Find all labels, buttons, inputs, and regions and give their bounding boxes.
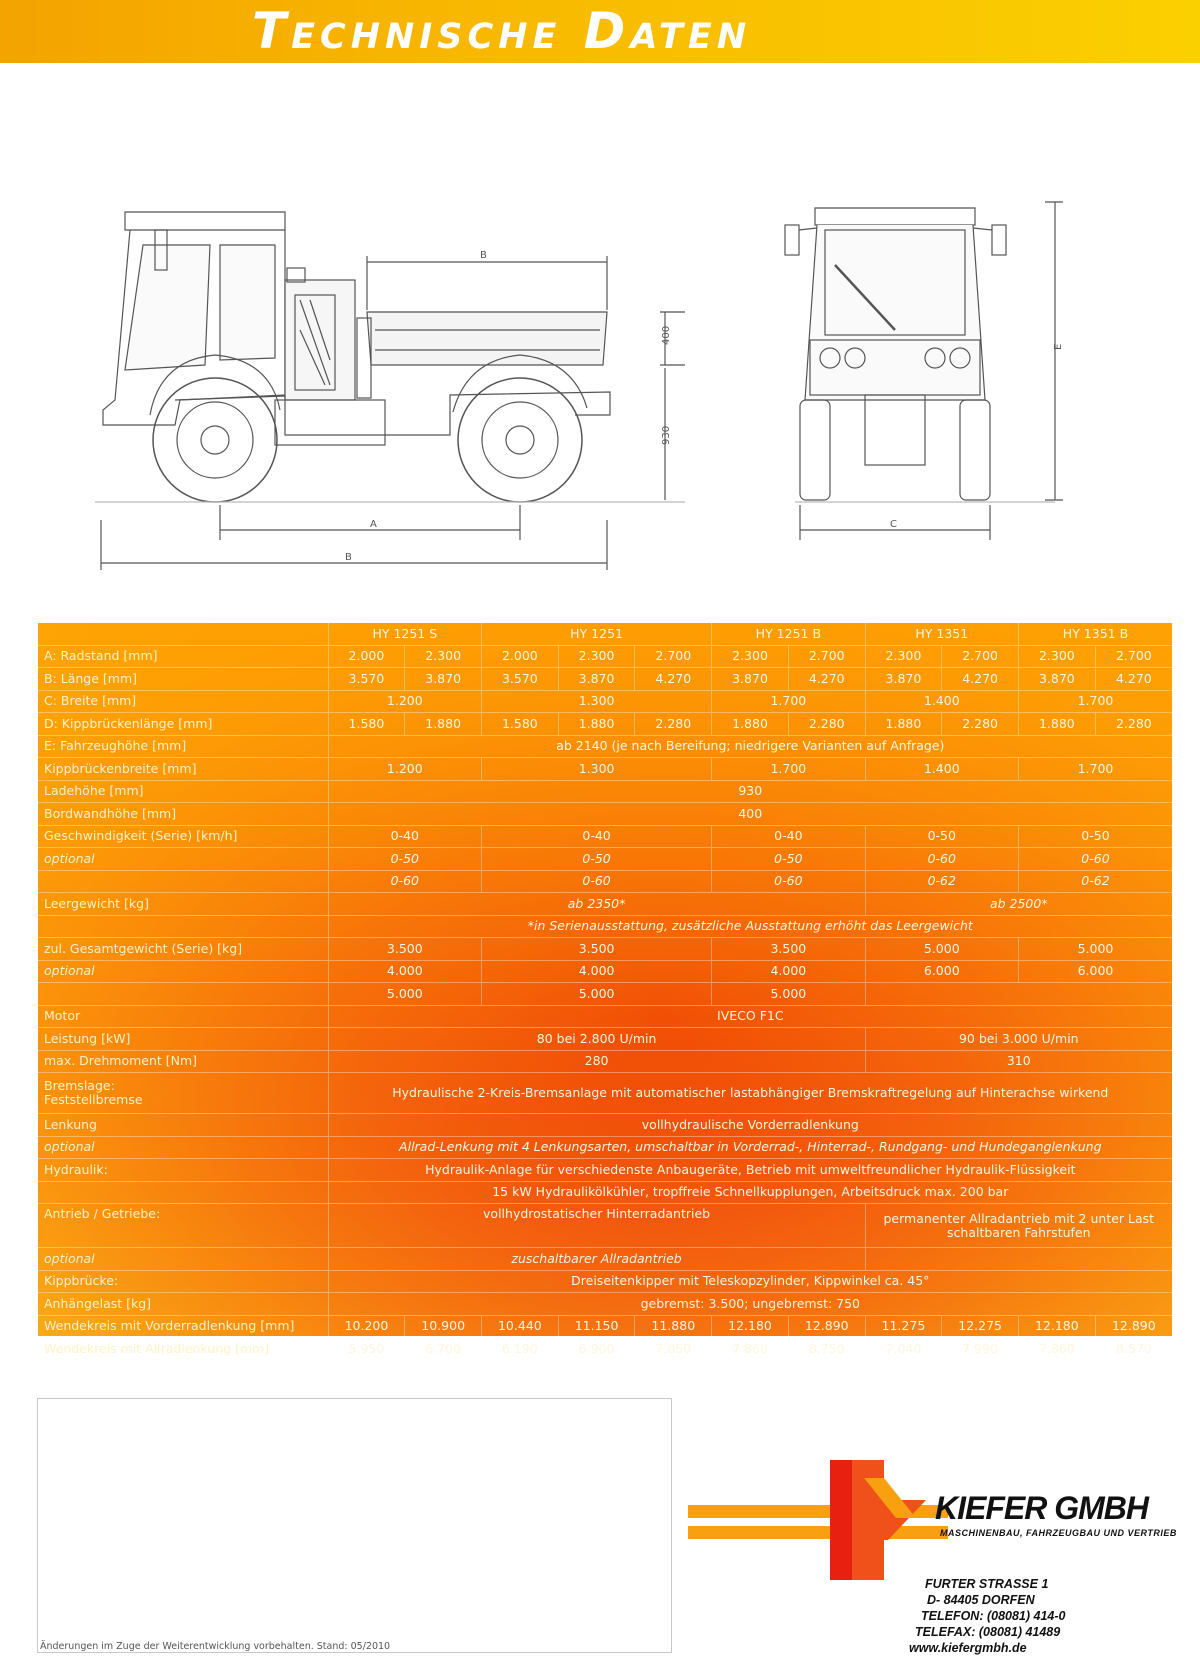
dim-b-bottom: B — [345, 552, 352, 563]
dealer-stamp-box — [37, 1398, 672, 1653]
row-label: Ladehöhe [mm] — [38, 780, 328, 803]
spec-table — [38, 623, 1172, 1360]
cell: 4.000 — [712, 960, 865, 983]
cell: 1.880 — [712, 713, 789, 736]
cell: 6.700 — [405, 1338, 482, 1360]
row-label: Geschwindigkeit (Serie) [km/h] — [38, 825, 328, 848]
cell: 0-62 — [1018, 870, 1172, 893]
footer-note: Änderungen im Zuge der Weiterentwicklung vorbehalten. Stand: 05/2010 — [40, 1641, 391, 1652]
cell: 80 bei 2.800 U/min — [328, 1028, 865, 1051]
dim-a: A — [370, 519, 377, 530]
row-label: Wendekreis mit Allradlenkung [mm] — [38, 1338, 328, 1360]
logo-stripe-bottom — [688, 1526, 948, 1539]
cell: 2.300 — [865, 645, 942, 668]
model-hy1251: HY 1251 — [482, 623, 712, 645]
cell: 0-40 — [328, 825, 481, 848]
cell: 2.700 — [1095, 645, 1172, 668]
row-label: Antrieb / Getriebe: — [38, 1204, 328, 1248]
row-label: Leergewicht [kg] — [38, 893, 328, 916]
cell: 0-62 — [865, 870, 1018, 893]
cell: vollhydrostatischer Hinterradantrieb — [328, 1204, 865, 1248]
cell: 3.570 — [482, 668, 559, 691]
cell: 3.870 — [865, 668, 942, 691]
header-banner — [0, 0, 1200, 63]
address-web[interactable]: www.kiefergmbh.de — [909, 1641, 1027, 1655]
cell: 1.880 — [405, 713, 482, 736]
row-gesamtgewicht-optional-2 — [38, 983, 1172, 1006]
row-label: zul. Gesamtgewicht (Serie) [kg] — [38, 938, 328, 961]
cell: 4.270 — [942, 668, 1019, 691]
row-label: Leistung [kW] — [38, 1028, 328, 1051]
cell: 5.950 — [328, 1338, 405, 1360]
row-label: Lenkung — [38, 1114, 328, 1137]
cell: Hydraulische 2-Kreis-Bremsanlage mit automatischer lastabhängiger Bremskraftregelung auf Hinterachse wirkend — [328, 1073, 1172, 1114]
cell: 2.300 — [558, 645, 635, 668]
cell: 4.000 — [328, 960, 481, 983]
row-hydraulik-2 — [38, 1181, 1172, 1204]
cell: 2.280 — [1095, 713, 1172, 736]
cell: 2.000 — [482, 645, 559, 668]
cell: 3.500 — [482, 938, 712, 961]
cell: 1.300 — [482, 690, 712, 713]
row-label: optional — [38, 848, 328, 871]
cell: 3.500 — [712, 938, 865, 961]
cell: 7.850 — [635, 1338, 712, 1360]
row-label: Motor — [38, 1005, 328, 1028]
cell: 2.280 — [788, 713, 865, 736]
row-ladehoehe — [38, 780, 1172, 803]
model-hy1251b: HY 1251 B — [712, 623, 865, 645]
cell: 2.700 — [788, 645, 865, 668]
cell: 5.000 — [482, 983, 712, 1006]
row-label: C: Breite [mm] — [38, 690, 328, 713]
row-antrieb — [38, 1204, 1172, 1248]
cell: gebremst: 3.500; ungebremst: 750 — [328, 1293, 1172, 1316]
cell: 7.040 — [865, 1338, 942, 1360]
cell: 8.570 — [1095, 1338, 1172, 1360]
cell: 12.275 — [942, 1315, 1019, 1338]
cell: 12.180 — [712, 1315, 789, 1338]
row-lenkung — [38, 1114, 1172, 1137]
cell: 8.750 — [788, 1338, 865, 1360]
row-antrieb-optional — [38, 1248, 1172, 1271]
cell: 400 — [328, 803, 1172, 826]
cell: 1.580 — [328, 713, 405, 736]
cell: ab 2140 (je nach Bereifung; niedrigere Varianten auf Anfrage) — [328, 735, 1172, 758]
spec-table-panel — [38, 623, 1172, 1356]
cell: 10.900 — [405, 1315, 482, 1338]
cell: 1.880 — [558, 713, 635, 736]
cell: 4.000 — [482, 960, 712, 983]
cell: 2.700 — [942, 645, 1019, 668]
cell: 4.270 — [788, 668, 865, 691]
cell: 6.000 — [1018, 960, 1172, 983]
row-label: optional — [38, 1136, 328, 1159]
cell: 1.700 — [712, 690, 865, 713]
side-view-drawing — [95, 212, 685, 570]
row-bremsanlage — [38, 1073, 1172, 1114]
row-label: Kippbrücke: — [38, 1270, 328, 1293]
row-label: max. Drehmoment [Nm] — [38, 1050, 328, 1073]
cell: Hydraulik-Anlage für verschiedenste Anbaugeräte, Betrieb mit umweltfreundlicher Hydraulik-Flüssigkeit — [328, 1159, 1172, 1182]
cell: 0-50 — [712, 848, 865, 871]
cell: 3.500 — [328, 938, 481, 961]
cell: 1.200 — [328, 758, 481, 781]
row-breite — [38, 690, 1172, 713]
cell: 10.200 — [328, 1315, 405, 1338]
row-lenkung-optional — [38, 1136, 1172, 1159]
cell: 3.870 — [405, 668, 482, 691]
row-geschwindigkeit-optional-2 — [38, 870, 1172, 893]
row-label: A: Radstand [mm] — [38, 645, 328, 668]
company-name: KIEFER GMBH — [935, 1490, 1148, 1526]
cell: 3.870 — [558, 668, 635, 691]
row-bordwandhoehe — [38, 803, 1172, 826]
side-view-dimensions — [345, 250, 672, 563]
address-street: FURTER STRASSE 1 — [925, 1577, 1049, 1591]
cell: 0-40 — [712, 825, 865, 848]
model-hy1351: HY 1351 — [865, 623, 1018, 645]
address-phone: TELEFON: (08081) 414-0 — [921, 1609, 1066, 1623]
cell: 6.000 — [865, 960, 1018, 983]
cell: 5.000 — [328, 983, 481, 1006]
cell: 11.880 — [635, 1315, 712, 1338]
cell: 3.870 — [712, 668, 789, 691]
cell: Allrad-Lenkung mit 4 Lenkungsarten, umschaltbar in Vorderrad-, Hinterrad-, Rundgang- und Hundeganglenkung — [328, 1136, 1172, 1159]
cell: Dreiseitenkipper mit Teleskopzylinder, Kippwinkel ca. 45° — [328, 1270, 1172, 1293]
dim-400: 400 — [661, 325, 672, 345]
cell: 0-50 — [865, 825, 1018, 848]
cell: 1.700 — [1018, 758, 1172, 781]
cell: 2.280 — [635, 713, 712, 736]
row-label: E: Fahrzeughöhe [mm] — [38, 735, 328, 758]
row-fahrzeughoehe — [38, 735, 1172, 758]
row-label: optional — [38, 960, 328, 983]
cell: 0-50 — [1018, 825, 1172, 848]
cell: 3.870 — [1018, 668, 1095, 691]
cell: 930 — [328, 780, 1172, 803]
row-label: D: Kippbrückenlänge [mm] — [38, 713, 328, 736]
row-geschwindigkeit-optional — [38, 848, 1172, 871]
page-title: Technische Daten — [252, 2, 752, 60]
row-label: B: Länge [mm] — [38, 668, 328, 691]
cell: 7.990 — [942, 1338, 1019, 1360]
cell: 5.000 — [1018, 938, 1172, 961]
cell: ab 2500* — [865, 893, 1172, 916]
cell: 1.200 — [328, 690, 481, 713]
company-address — [909, 1576, 1066, 1656]
cell: 1.700 — [1018, 690, 1172, 713]
cell: 6.900 — [558, 1338, 635, 1360]
row-kippbrueckenlaenge — [38, 713, 1172, 736]
row-gesamtgewicht-optional — [38, 960, 1172, 983]
cell: 0-60 — [712, 870, 865, 893]
cell: 1.300 — [482, 758, 712, 781]
cell: 310 — [865, 1050, 1172, 1073]
row-drehmoment — [38, 1050, 1172, 1073]
cell: 0-50 — [482, 848, 712, 871]
cell: 0-60 — [1018, 848, 1172, 871]
row-leistung — [38, 1028, 1172, 1051]
cell: *in Serienausstattung, zusätzliche Ausstattung erhöht das Leergewicht — [328, 915, 1172, 938]
dim-930: 930 — [661, 425, 672, 445]
row-label: Kippbrückenbreite [mm] — [38, 758, 328, 781]
row-label: Feststellbremse — [44, 1092, 143, 1107]
cell: 12.890 — [788, 1315, 865, 1338]
row-label: Bremslage: — [44, 1078, 115, 1093]
cell: 0-60 — [482, 870, 712, 893]
cell: 12.180 — [1018, 1315, 1095, 1338]
row-geschwindigkeit — [38, 825, 1172, 848]
front-view-drawing — [785, 202, 1063, 540]
cell: 0-40 — [482, 825, 712, 848]
row-wendekreis-allrad — [38, 1338, 1172, 1360]
row-leergewicht — [38, 893, 1172, 916]
cell: 280 — [328, 1050, 865, 1073]
cell: 0-50 — [328, 848, 481, 871]
cell: 3.570 — [328, 668, 405, 691]
model-hy1251s: HY 1251 S — [328, 623, 481, 645]
row-leergewicht-note — [38, 915, 1172, 938]
cell: 90 bei 3.000 U/min — [865, 1028, 1172, 1051]
address-city: D- 84405 DORFEN — [927, 1593, 1035, 1607]
cell: 10.440 — [482, 1315, 559, 1338]
cell: 15 kW Hydraulikölkühler, tropffreie Schnellkupplungen, Arbeitsdruck max. 200 bar — [328, 1181, 1172, 1204]
row-wendekreis-vorderrad — [38, 1315, 1172, 1338]
dim-b-top: B — [480, 250, 487, 261]
cell: 7.860 — [1018, 1338, 1095, 1360]
cell: 2.700 — [635, 645, 712, 668]
cell: 2.280 — [942, 713, 1019, 736]
row-anhaengelast — [38, 1293, 1172, 1316]
cell: IVECO F1C — [328, 1005, 1172, 1028]
cell: 11.275 — [865, 1315, 942, 1338]
row-label: Hydraulik: — [38, 1159, 328, 1182]
row-label: Bordwandhöhe [mm] — [38, 803, 328, 826]
cell: 6.190 — [482, 1338, 559, 1360]
model-hy1351b: HY 1351 B — [1018, 623, 1172, 645]
cell: 1.400 — [865, 690, 1018, 713]
dim-e: E — [1053, 343, 1064, 350]
logo-k-shape — [852, 1460, 926, 1580]
cell: 1.580 — [482, 713, 559, 736]
vehicle-drawings — [95, 200, 1155, 610]
cell: 5.000 — [712, 983, 865, 1006]
cell: 1.400 — [865, 758, 1018, 781]
address-fax: TELEFAX: (08081) 41489 — [915, 1625, 1061, 1639]
cell: 2.300 — [1018, 645, 1095, 668]
cell: 4.270 — [1095, 668, 1172, 691]
company-tagline: MASCHINENBAU, FAHRZEUGBAU UND VERTRIEB — [940, 1528, 1177, 1538]
cell: 11.150 — [558, 1315, 635, 1338]
row-gesamtgewicht — [38, 938, 1172, 961]
row-laenge — [38, 668, 1172, 691]
cell: vollhydraulische Vorderradlenkung — [328, 1114, 1172, 1137]
cell: 1.880 — [865, 713, 942, 736]
cell: ab 2350* — [328, 893, 865, 916]
cell: 0-60 — [865, 848, 1018, 871]
row-kippbruecke — [38, 1270, 1172, 1293]
cell: 7.860 — [712, 1338, 789, 1360]
cell: 5.000 — [865, 938, 1018, 961]
cell: 1.880 — [1018, 713, 1095, 736]
cell: 2.300 — [405, 645, 482, 668]
cell: 2.000 — [328, 645, 405, 668]
row-hydraulik — [38, 1159, 1172, 1182]
cell: 4.270 — [635, 668, 712, 691]
cell: zuschaltbarer Allradantrieb — [328, 1248, 865, 1271]
model-header-row — [38, 623, 1172, 645]
dim-c: C — [890, 519, 897, 530]
row-label: Anhängelast [kg] — [38, 1293, 328, 1316]
logo-bar-left — [830, 1460, 852, 1580]
row-label: Wendekreis mit Vorderradlenkung [mm] — [38, 1315, 328, 1338]
row-motor — [38, 1005, 1172, 1028]
row-radstand — [38, 645, 1172, 668]
cell: permanenter Allradantrieb mit 2 unter Last schaltbaren Fahrstufen — [865, 1204, 1172, 1248]
cell: 1.700 — [712, 758, 865, 781]
cell: 2.300 — [712, 645, 789, 668]
cell: 0-60 — [328, 870, 481, 893]
row-kippbrueckenbreite — [38, 758, 1172, 781]
cell: 12.890 — [1095, 1315, 1172, 1338]
row-label: optional — [38, 1248, 328, 1271]
